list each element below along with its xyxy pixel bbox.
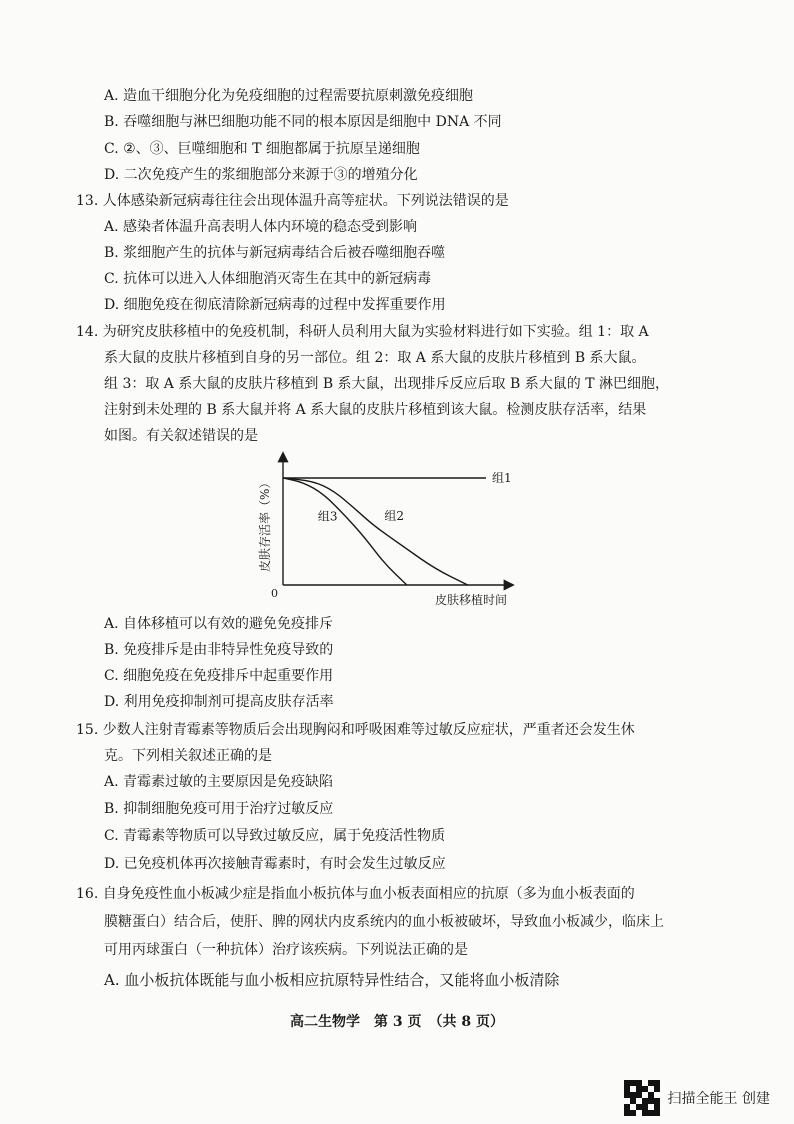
qr-code-icon: [624, 1080, 660, 1116]
q13-option-a: A. 感染者体温升高表明人体内环境的稳态受到影响: [104, 219, 418, 235]
series-line-3: [283, 478, 407, 585]
scanner-watermark: [624, 1080, 770, 1116]
skin-survival-chart-svg: [250, 448, 550, 610]
q15-option-c: C. 青霉素等物质可以导致过敏反应，属于免疫活性物质: [104, 828, 446, 844]
q15-stem-line-1: 15. 少数人注射青霉素等物质后会出现胸闷和呼吸困难等过敏反应症状，严重者还会发生休: [76, 722, 635, 738]
axis-origin-label: 0: [271, 587, 278, 600]
q16-stem-line-1: 16. 自身免疫性血小板减少症是指血小板抗体与血小板表面相应的抗原（多为血小板表面的: [76, 886, 635, 902]
q16-option-a: A. 血小板抗体既能与血小板相应抗原特异性结合，又能将血小板清除: [104, 971, 560, 989]
q14-stem-line-4: 注射到未处理的 B 系大鼠并将 A 系大鼠的皮肤片移植到该大鼠。检测皮肤存活率，结果: [104, 402, 647, 418]
series-label-3: 组3: [317, 509, 338, 524]
q14-stem-line-3: 组 3：取 A 系大鼠的皮肤片移植到 B 系大鼠，出现排斥反应后取 B 系大鼠的 T 淋巴细胞，: [104, 376, 669, 392]
series-label-2: 组2: [384, 509, 404, 524]
qr-cell: [654, 1110, 660, 1116]
q14-stem-line-5: 如图。有关叙述错误的是: [104, 428, 258, 444]
q12-option-d: D. 二次免疫产生的浆细胞部分来源于③的增殖分化: [104, 167, 418, 183]
q12-option-b: B. 吞噬细胞与淋巴细胞功能不同的根本原因是细胞中 DNA 不同: [104, 114, 502, 130]
q13-option-b: B. 浆细胞产生的抗体与新冠病毒结合后被吞噬细胞吞噬: [104, 245, 446, 261]
q14-option-b: B. 免疫排斥是由非特异性免疫导致的: [104, 642, 334, 658]
q13-stem: 13. 人体感染新冠病毒往往会出现体温升高等症状。下列说法错误的是: [76, 193, 509, 209]
q16-stem-line-3: 可用丙球蛋白（一种抗体）治疗该疾病。下列说法正确的是: [104, 942, 468, 958]
x-axis-label: 皮肤移植时间: [435, 593, 508, 607]
q14-option-d: D. 利用免疫抑制剂可提高皮肤存活率: [104, 694, 334, 710]
q15-option-a: A. 青霉素过敏的主要原因是免疫缺陷: [104, 774, 334, 790]
page-footer: 高二生物学 第 3 页 （共 8 页）: [290, 1014, 504, 1030]
y-axis-label: 皮肤存活率（%）: [258, 476, 272, 572]
q12-option-a: A. 造血干细胞分化为免疫细胞的过程需要抗原刺激免疫细胞: [104, 88, 474, 104]
q14-option-a: A. 自体移植可以有效的避免免疫排斥: [104, 616, 334, 632]
q13-option-c: C. 抗体可以进入人体细胞消灭寄生在其中的新冠病毒: [104, 271, 432, 287]
q14-option-c: C. 细胞免疫在免疫排斥中起重要作用: [104, 668, 334, 684]
series-label-1: 组1: [492, 471, 512, 485]
scanner-label: 扫描全能王 创建: [667, 1091, 770, 1107]
q15-stem-line-2: 克。下列相关叙述正确的是: [104, 748, 272, 764]
q13-option-d: D. 细胞免疫在彻底清除新冠病毒的过程中发挥重要作用: [104, 297, 446, 313]
q12-option-c: C. ②、③、巨噬细胞和 T 细胞都属于抗原呈递细胞: [104, 141, 420, 157]
q15-option-d: D. 已免疫机体再次接触青霉素时，有时会发生过敏反应: [104, 856, 446, 872]
skin-survival-chart: [250, 448, 550, 610]
q16-stem-line-2: 膜糖蛋白）结合后，使肝、脾的网状内皮系统内的血小板被破坏，导致血小板减少，临床上: [104, 914, 664, 930]
q15-option-b: B. 抑制细胞免疫可用于治疗过敏反应: [104, 801, 334, 817]
q14-stem-line-1: 14. 为研究皮肤移植中的免疫机制，科研人员利用大鼠为实验材料进行如下实验。组 1：取 A: [76, 324, 649, 340]
q14-stem-line-2: 系大鼠的皮肤片移植到自身的另一部位。组 2：取 A 系大鼠的皮肤片移植到 B 系大鼠。: [104, 350, 646, 366]
series-line-2: [283, 478, 468, 585]
